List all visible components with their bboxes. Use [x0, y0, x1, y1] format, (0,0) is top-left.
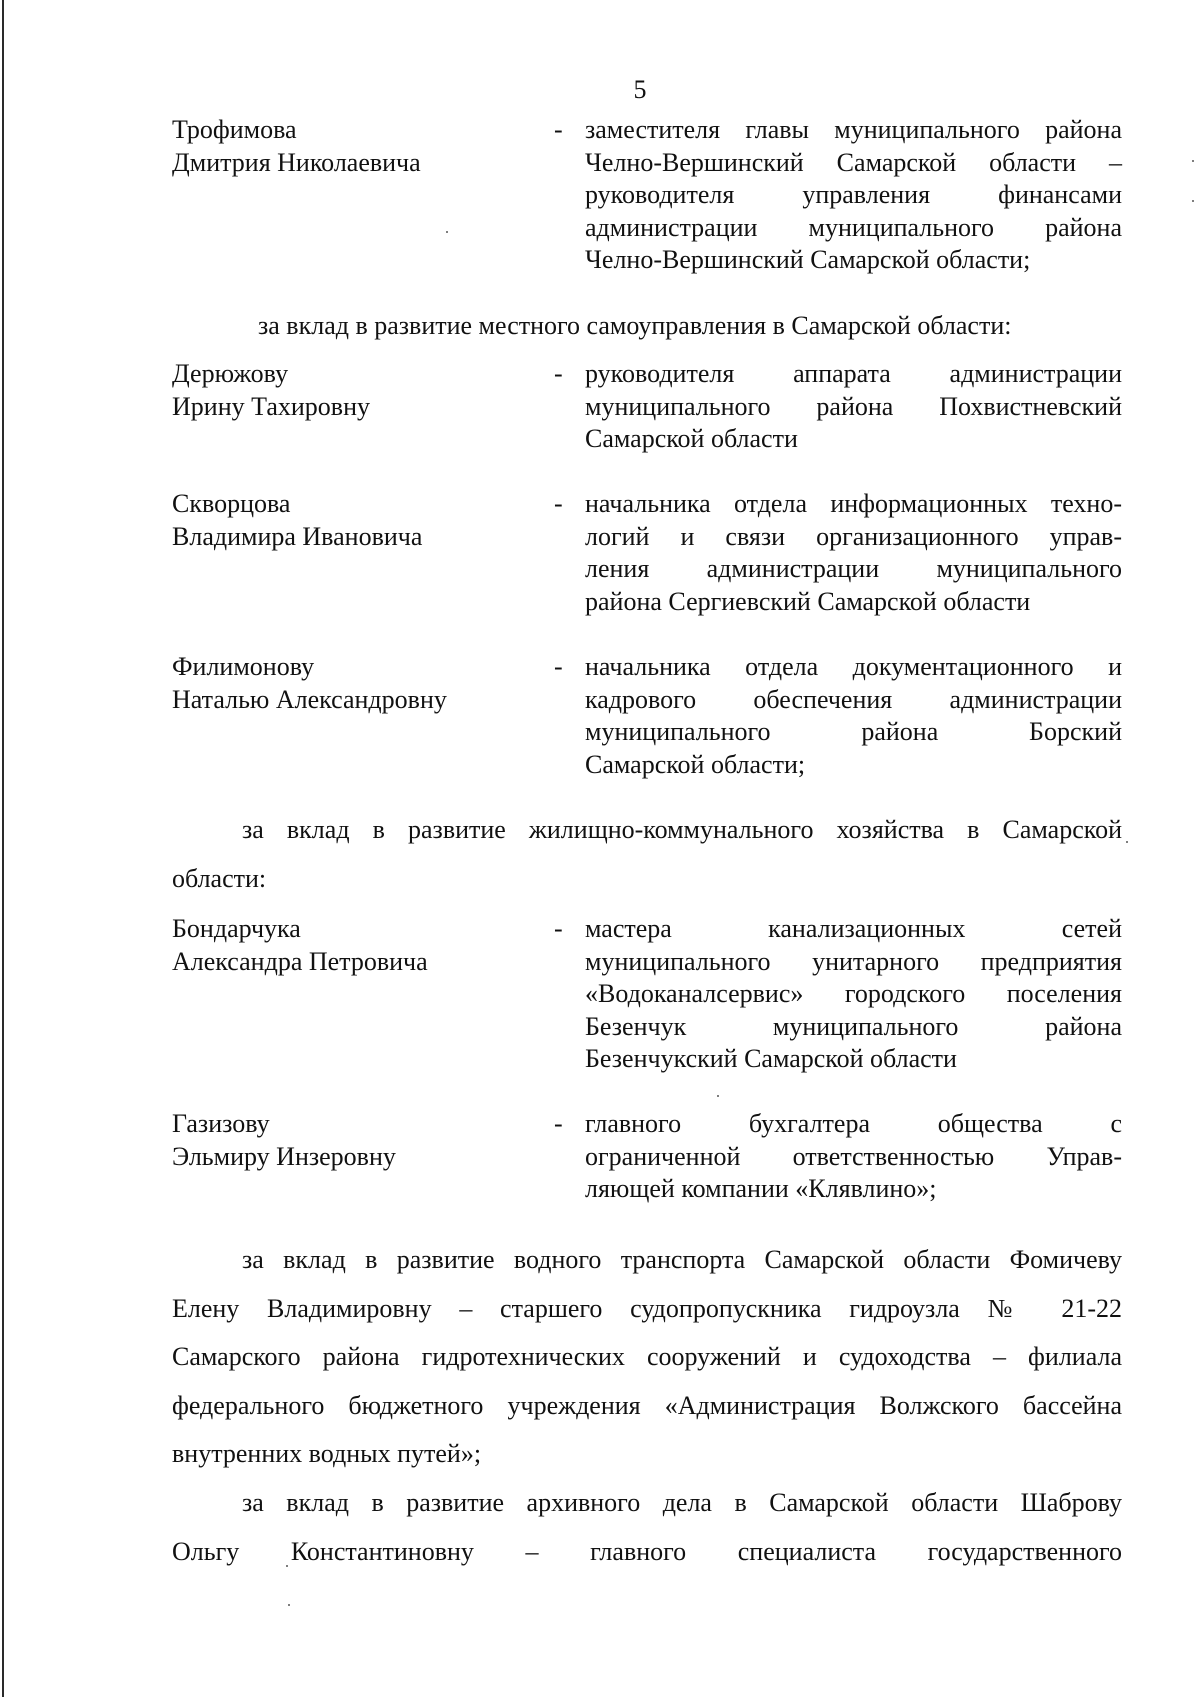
award-entry-skvortsov	[172, 488, 1122, 618]
recipient-surname: Газизову	[172, 1109, 270, 1138]
recipient-position	[585, 651, 1122, 781]
page-left-edge-rule	[2, 0, 4, 1697]
position-line: Челно-Вершинский Самарской области –	[585, 147, 1122, 177]
position-line: муниципального унитарного предприятия	[585, 946, 1122, 976]
recipient-name	[172, 114, 554, 179]
award-entry-deryuzhova	[172, 358, 1122, 456]
recipient-position	[585, 114, 1122, 277]
award-entry	[172, 488, 1122, 618]
recipient-name	[172, 488, 554, 553]
award-entry-trofimov	[172, 114, 1122, 277]
position-line: логий и связи организационного управ-	[585, 521, 1122, 551]
position-line: главного бухгалтера общества с	[585, 1109, 1122, 1138]
award-entry-gazizova	[172, 1108, 1122, 1206]
entry-dash: -	[554, 489, 563, 518]
position-line: Безенчукский Самарской области	[585, 1044, 957, 1073]
scan-speck	[717, 1095, 719, 1097]
position-line: ограниченной ответственностью Управ-	[585, 1141, 1122, 1171]
recipient-given-names: Наталью Александровну	[172, 684, 447, 714]
paragraph-line: федерального бюджетного учреждения «Администрация Волжского бассейна	[172, 1390, 1122, 1420]
position-line: Безенчук муниципального района	[585, 1011, 1122, 1041]
entry-dash: -	[554, 359, 563, 388]
paragraph-line: внутренних водных путей»;	[172, 1439, 482, 1468]
award-entry	[172, 358, 1122, 456]
page-number: 5	[633, 75, 647, 104]
position-line: муниципального района Похвистневский	[585, 391, 1122, 421]
position-line: мастера канализационных сетей	[585, 914, 1122, 943]
position-line: руководителя управления финансами	[585, 180, 1122, 209]
entry-dash: -	[554, 914, 563, 943]
award-entry-filimonova	[172, 651, 1122, 781]
scan-speck	[286, 1565, 288, 1567]
recipient-position	[585, 913, 1122, 1076]
recipient-position	[585, 1108, 1122, 1206]
position-line: муниципального района Борский	[585, 717, 1122, 746]
position-line: начальника отдела информационных техно-	[585, 489, 1122, 518]
award-entry	[172, 913, 1122, 1076]
award-entry-bondarchuk	[172, 913, 1122, 1076]
recipient-name	[172, 358, 554, 423]
paragraph-line: Елену Владимировну – старшего судопропускника гидроузла № 21-22	[172, 1293, 1122, 1323]
recipient-surname: Дерюжову	[172, 359, 289, 388]
recipient-surname: Бондарчука	[172, 914, 301, 943]
paragraph-line: за вклад в развитие архивного дела в Самарской области Шаброву	[242, 1488, 1122, 1517]
recipient-given-names: Эльмиру Инзеровну	[172, 1141, 396, 1171]
recipient-surname: Трофимова	[172, 115, 297, 144]
award-entry	[172, 1108, 1122, 1206]
position-line: Челно-Вершинский Самарской области;	[585, 245, 1031, 274]
position-line: кадрового обеспечения администрации	[585, 684, 1122, 714]
position-line: заместителя главы муниципального района	[585, 115, 1122, 144]
paragraph-water-transport	[172, 1236, 1122, 1479]
entry-dash: -	[554, 115, 563, 144]
recipient-given-names: Владимира Ивановича	[172, 521, 423, 551]
recipient-name	[172, 913, 554, 978]
position-line: начальника отдела документационного и	[585, 652, 1122, 681]
award-entry	[172, 651, 1122, 781]
position-line: ления администрации муниципального	[585, 554, 1122, 583]
paragraph-line: Самарского района гидротехнических сооружений и судоходства – филиала	[172, 1342, 1122, 1371]
position-line: Самарской области;	[585, 749, 806, 779]
heading-line: за вклад в развитие жилищно-коммунального хозяйства в Самарской	[242, 815, 1122, 844]
position-line: администрации муниципального района	[585, 212, 1122, 242]
recipient-position	[585, 358, 1122, 456]
heading-line: области:	[172, 863, 267, 893]
recipient-given-names: Дмитрия Николаевича	[172, 147, 421, 177]
scan-speck	[1192, 200, 1194, 202]
position-line: района Сергиевский Самарской области	[585, 586, 1031, 616]
position-line: «Водоканалсервис» городского поселения	[585, 979, 1122, 1008]
recipient-given-names: Ирину Тахировну	[172, 391, 370, 421]
position-line: руководителя аппарата администрации	[585, 359, 1122, 388]
scan-speck	[1192, 160, 1194, 162]
scan-speck	[446, 231, 448, 233]
entry-dash: -	[554, 652, 563, 681]
paragraph-archive	[172, 1479, 1122, 1576]
position-line: Самарской области	[585, 424, 798, 453]
recipient-surname: Скворцова	[172, 489, 291, 518]
paragraph-line: за вклад в развитие водного транспорта Самарской области Фомичеву	[242, 1245, 1122, 1274]
award-entry	[172, 114, 1122, 277]
position-line: ляющей компании «Клявлино»;	[585, 1174, 937, 1203]
paragraph-line: Ольгу Константиновну – главного специалиста государственного	[172, 1536, 1122, 1566]
scan-speck	[1126, 841, 1128, 843]
entry-dash: -	[554, 1109, 563, 1138]
section-heading-local-government: за вклад в развитие местного самоуправления в Самарской области:	[258, 311, 1012, 340]
recipient-name	[172, 651, 554, 716]
recipient-given-names: Александра Петровича	[172, 946, 428, 976]
recipient-position	[585, 488, 1122, 618]
scan-speck	[288, 1604, 290, 1606]
recipient-name	[172, 1108, 554, 1173]
section-heading-housing	[172, 806, 1122, 903]
recipient-surname: Филимонову	[172, 652, 315, 681]
